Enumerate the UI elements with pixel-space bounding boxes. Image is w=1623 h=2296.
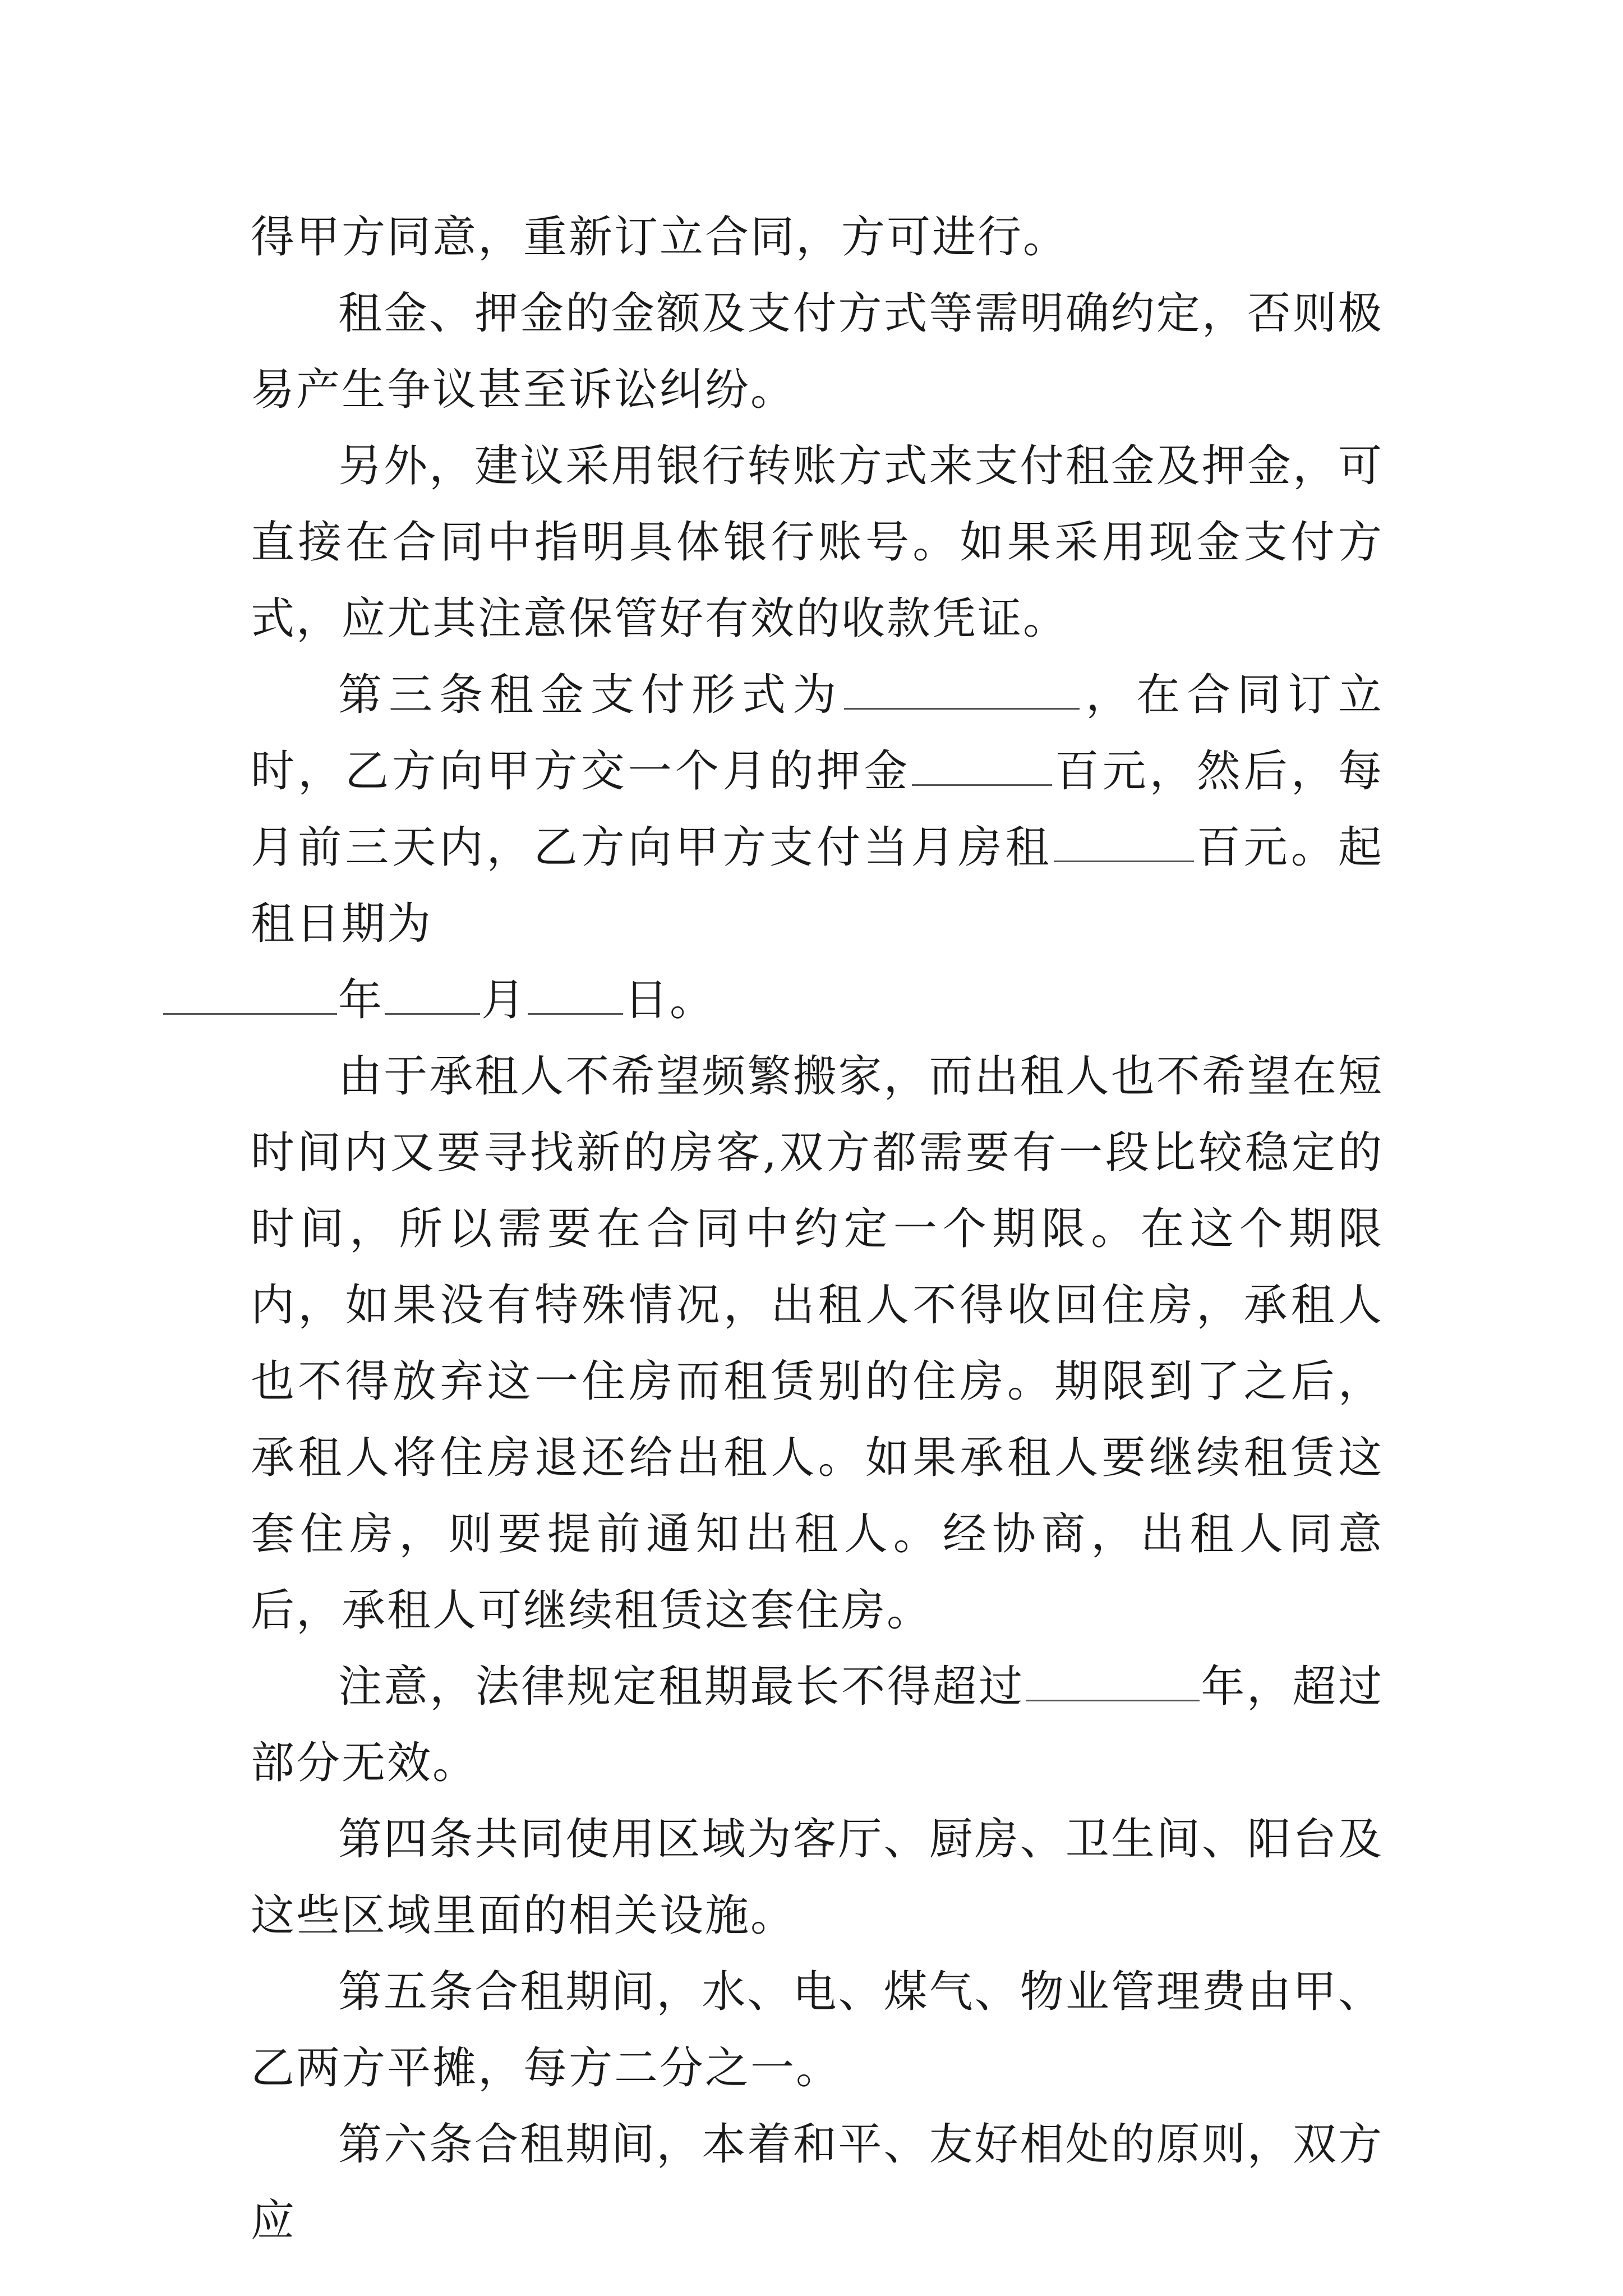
fill-blank-start-year[interactable]: [163, 974, 337, 1015]
paragraph-bank-transfer-advice: 另外，建议采用银行转账方式来支付租金及押金，可直接在合同中指明具体银行账号。如果采用现金支付方式，应尤其注意保管好有效的收款凭证。: [251, 441, 1384, 644]
text-segment: ，在合同订立时，乙方向甲方交一个月的押金: [251, 670, 1384, 797]
paragraph-article-3-rent-payment: [251, 657, 1384, 1038]
paragraph-article-6-conduct: 第六条合租期间，本着和平、友好相处的原则，双方应: [251, 2119, 1384, 2246]
fill-blank-monthly-rent[interactable]: [1054, 821, 1194, 862]
text-segment: 百元。起租日期为: [251, 822, 1384, 949]
fill-blank-max-years[interactable]: [1026, 1660, 1200, 1701]
text-segment: 第三条租金支付形式为: [338, 670, 843, 720]
paragraph-article-5-utilities: 第五条合租期间，水、电、煤气、物业管理费由甲、乙两方平摊，每方二分之一。: [251, 1967, 1384, 2093]
text-segment: 注意，法律规定租期最长不得超过: [338, 1662, 1025, 1712]
fill-blank-start-day[interactable]: [528, 974, 623, 1015]
paragraph-max-lease-term-note: [251, 1649, 1384, 1801]
paragraph-rent-deposit-note: 租金、押金的金额及支付方式等需明确约定，否则极易产生争议甚至诉讼纠纷。: [251, 288, 1384, 415]
fill-blank-deposit-amount[interactable]: [912, 745, 1052, 786]
paragraph-article-4-shared-areas: 第四条共同使用区域为客厅、厨房、卫生间、阳台及这些区域里面的相关设施。: [251, 1814, 1384, 1941]
text-segment: 百元，然后，每月前三天内，乙方向甲方支付当月房租: [251, 746, 1384, 873]
text-segment: 年: [338, 975, 384, 1025]
document-body: [251, 199, 1384, 2259]
text-segment: 日。: [624, 975, 716, 1025]
fill-blank-payment-method[interactable]: [844, 669, 1080, 710]
paragraph-lease-term-explanation: 由于承租人不希望频繁搬家，而出租人也不希望在短时间内又要寻找新的房客,双方都需要有一段比较稳定的时间，所以需要在合同中约定一个期限。在这个期限内，如果没有特殊情况，出租人不得收回住房，承租人也不得放弃这一住房而租赁别的住房。期限到了之后，承租人将住房退还给出租人。如果承租人要继续租赁这套住房，则要提前通知出租人。经协商，出租人同意后，承租人可继续租赁这套住房。: [251, 1051, 1384, 1636]
text-segment: 年，超过部分无效。: [251, 1662, 1384, 1788]
paragraph-continuation: 得甲方同意，重新订立合同，方可进行。: [251, 212, 1069, 263]
fill-blank-start-month[interactable]: [385, 974, 480, 1015]
text-segment: 月: [481, 975, 527, 1025]
